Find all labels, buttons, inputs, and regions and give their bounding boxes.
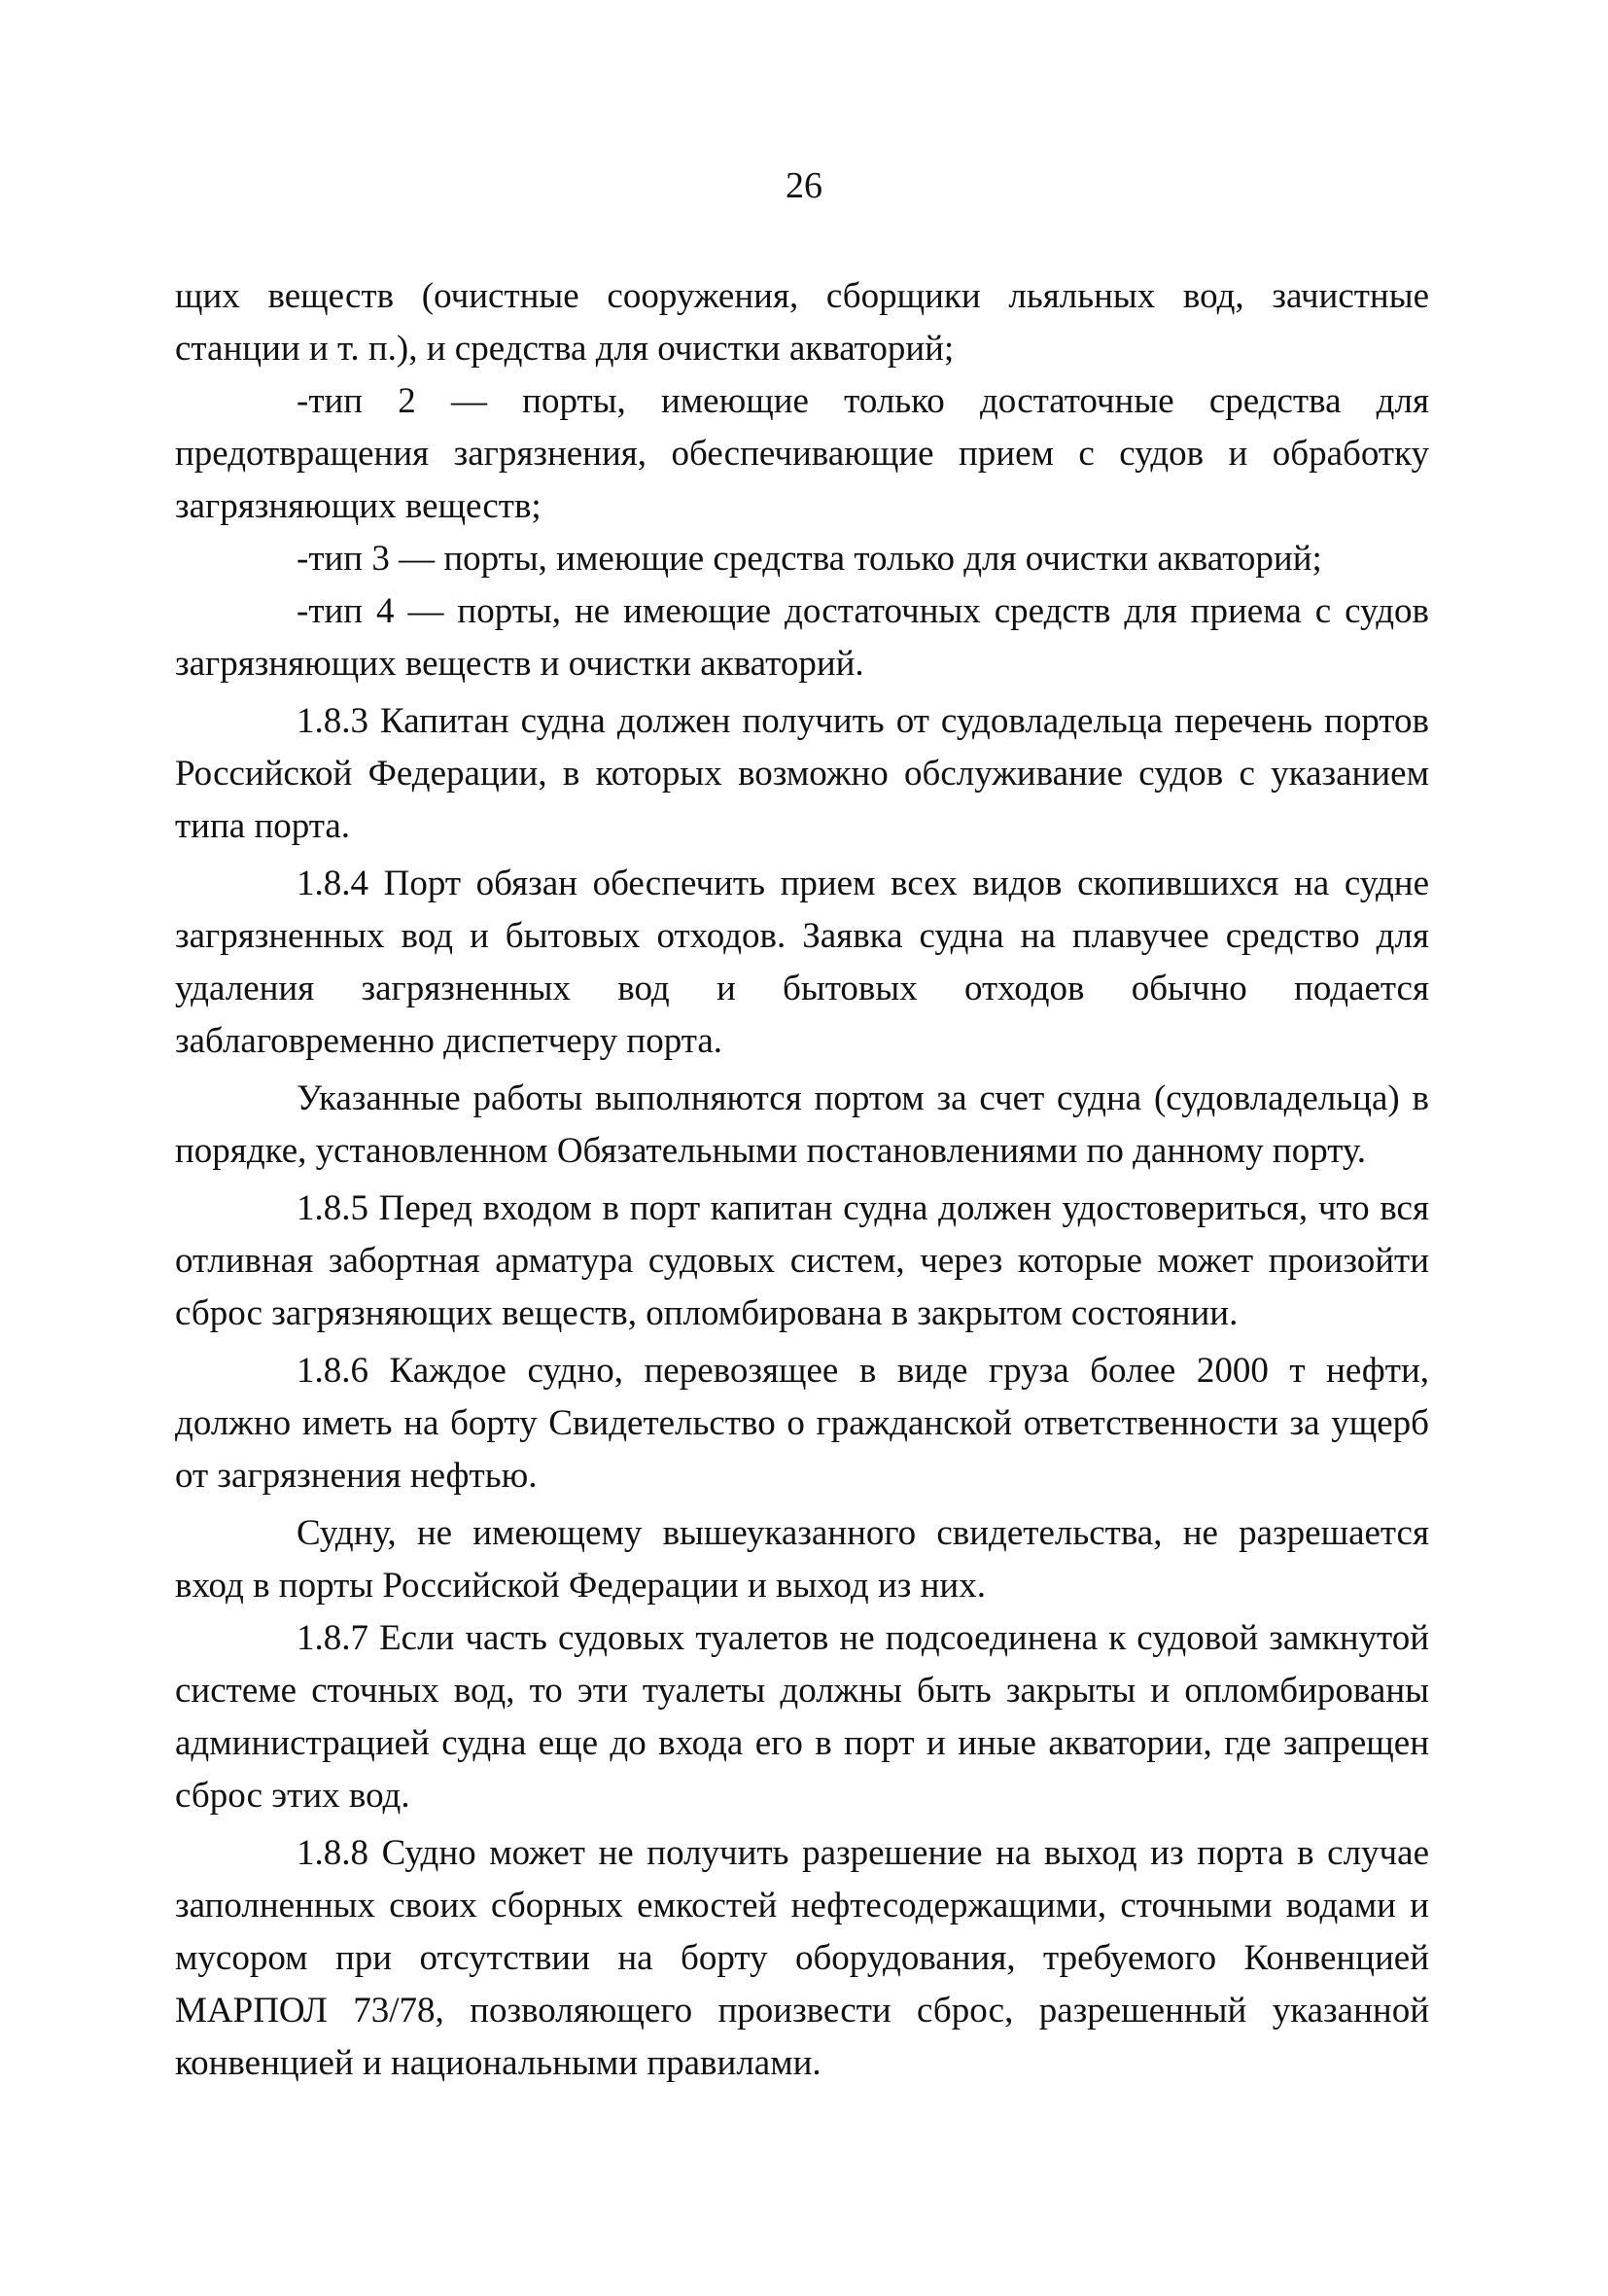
paragraph-continuation: щих веществ (очистные сооружения, сборщики льяльных вод, зачистные станции и т. п.), и средства для очистки акваторий;	[175, 276, 1429, 369]
paragraph-1-8-6: 1.8.6 Каждое судно, перевозящее в виде груза более 2000 т нефти, должно иметь на борту Свидетельство о гражданской ответственности за ущерб от загрязнения нефтью.	[175, 1351, 1429, 1496]
paragraph-port-type-2: -тип 2 — порты, имеющие только достаточные средства для предотвращения загрязнения, обеспечивающие прием с судов и обработку загрязняющих веществ;	[175, 381, 1429, 526]
page-number: 26	[786, 165, 822, 206]
paragraph-no-certificate: Судну, не имеющему вышеуказанного свидетельства, не разрешается вход в порты Российской Федерации и выход из них.	[175, 1513, 1429, 1606]
paragraph-1-8-8: 1.8.8 Судно может не получить разрешение на выход из порта в случае заполненных своих сборных емкостей нефтесодержащими, сточными водами и мусором при отсутствии на борту оборудования, требуемого Конвенцией МАРПОЛ 73/78, позволяющего произвести сброс, разрешенный указанной конвенцией и национальными правилами.	[175, 1833, 1429, 2083]
paragraph-port-type-3: -тип 3 — порты, имеющие средства только для очистки акваторий;	[297, 539, 1322, 579]
paragraph-1-8-7: 1.8.7 Если часть судовых туалетов не подсоединена к судовой замкнутой системе сточных вод, то эти туалеты должны быть закрыты и опломбированы администрацией судна еще до входа его в порт и иные акватории, где запрещен сброс этих вод.	[175, 1618, 1429, 1816]
paragraph-1-8-5: 1.8.5 Перед входом в порт капитан судна должен удостовериться, что вся отливная забортная арматура судовых систем, через которые может произойти сброс загрязняющих веществ, опломбирована в закрытом состоянии.	[175, 1188, 1429, 1333]
paragraph-port-type-4: -тип 4 — порты, не имеющие достаточных средств для приема с судов загрязняющих веществ и очистки акваторий.	[175, 591, 1429, 684]
document-body	[175, 270, 1429, 2090]
paragraph-1-8-4: 1.8.4 Порт обязан обеспечить прием всех видов скопившихся на судне загрязненных вод и бытовых отходов. Заявка судна на плавучее средство для удаления загрязненных вод и бытовых отходов обычно подается заблаговременно диспетчеру порта.	[175, 864, 1429, 1061]
paragraph-works-performed: Указанные работы выполняются портом за счет судна (судовладельца) в порядке, установленном Обязательными постановлениями по данному порту.	[175, 1078, 1429, 1171]
paragraph-1-8-3: 1.8.3 Капитан судна должен получить от судовладельца перечень портов Российской Федерации, в которых возможно обслуживание судов с указанием типа порта.	[175, 701, 1429, 846]
